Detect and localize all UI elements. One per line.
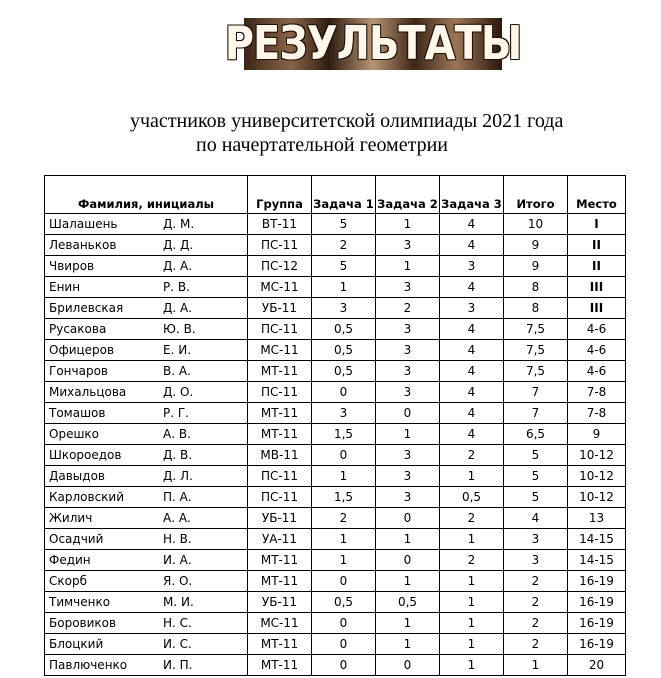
task1-cell: 0,5	[312, 592, 376, 613]
initials: А. В.	[163, 427, 191, 441]
task3-cell: 3	[440, 298, 504, 319]
task3-cell: 2	[440, 445, 504, 466]
header-task1: Задача 1	[312, 176, 376, 214]
place-cell: 20	[568, 655, 626, 676]
group-cell: МТ-11	[248, 655, 312, 676]
table-row	[45, 550, 626, 571]
surname: Давыдов	[49, 469, 105, 483]
task3-cell: 1	[440, 529, 504, 550]
total-cell: 1	[504, 655, 568, 676]
task2-cell: 0	[376, 403, 440, 424]
task3-cell: 1	[440, 655, 504, 676]
name-cell	[45, 487, 248, 508]
table-row	[45, 424, 626, 445]
table-row	[45, 529, 626, 550]
task3-cell: 1	[440, 571, 504, 592]
place-cell: 14-15	[568, 529, 626, 550]
place-cell: 9	[568, 424, 626, 445]
task1-cell: 1	[312, 466, 376, 487]
task2-cell: 1	[376, 424, 440, 445]
place-cell: 16-19	[568, 571, 626, 592]
group-cell: ПС-11	[248, 466, 312, 487]
group-cell: МС-11	[248, 613, 312, 634]
task2-cell: 0,5	[376, 592, 440, 613]
place-cell: 16-19	[568, 634, 626, 655]
banner-title: РЕЗУЛЬТАТЫ	[224, 17, 522, 71]
name-cell	[45, 655, 248, 676]
total-cell: 7,5	[504, 340, 568, 361]
initials: П. А.	[163, 490, 192, 504]
task3-cell: 4	[440, 424, 504, 445]
task1-cell: 0,5	[312, 340, 376, 361]
task2-cell: 3	[376, 361, 440, 382]
name-cell	[45, 361, 248, 382]
total-cell: 7	[504, 382, 568, 403]
surname: Скорб	[49, 574, 87, 588]
task1-cell: 1	[312, 277, 376, 298]
table-row	[45, 277, 626, 298]
table-row	[45, 487, 626, 508]
total-cell: 3	[504, 550, 568, 571]
total-cell: 2	[504, 592, 568, 613]
task1-cell: 0	[312, 571, 376, 592]
group-cell: ПС-11	[248, 319, 312, 340]
task2-cell: 3	[376, 487, 440, 508]
task2-cell: 1	[376, 529, 440, 550]
place-cell: 16-19	[568, 613, 626, 634]
task3-cell: 4	[440, 277, 504, 298]
name-cell	[45, 634, 248, 655]
surname: Боровиков	[49, 616, 117, 630]
table-row	[45, 466, 626, 487]
table-row	[45, 382, 626, 403]
task2-cell: 1	[376, 571, 440, 592]
name-cell	[45, 214, 248, 235]
place-cell: II	[568, 256, 626, 277]
group-cell: МВ-11	[248, 445, 312, 466]
total-cell: 9	[504, 235, 568, 256]
group-cell: МТ-11	[248, 571, 312, 592]
task3-cell: 4	[440, 361, 504, 382]
name-cell	[45, 340, 248, 361]
task1-cell: 0,5	[312, 319, 376, 340]
group-cell: ПС-11	[248, 235, 312, 256]
name-cell	[45, 298, 248, 319]
initials: В. А.	[163, 364, 191, 378]
total-cell: 10	[504, 214, 568, 235]
task2-cell: 0	[376, 550, 440, 571]
task3-cell: 4	[440, 403, 504, 424]
initials: Д. В.	[163, 448, 193, 462]
initials: Р. В.	[163, 280, 190, 294]
surname: Орешко	[49, 427, 100, 441]
subtitle-line-2: по начертательной геометрии	[196, 134, 448, 156]
header-name: Фамилия, инициалы	[45, 176, 248, 214]
surname: Офицеров	[49, 343, 115, 357]
task1-cell: 5	[312, 214, 376, 235]
task3-cell: 4	[440, 235, 504, 256]
task3-cell: 1	[440, 592, 504, 613]
place-cell: III	[568, 277, 626, 298]
place-cell: 10-12	[568, 445, 626, 466]
table-row	[45, 508, 626, 529]
name-cell	[45, 613, 248, 634]
initials: И. П.	[163, 658, 193, 672]
place-cell: 10-12	[568, 487, 626, 508]
group-cell: МТ-11	[248, 403, 312, 424]
surname: Жилич	[49, 511, 93, 525]
name-cell	[45, 508, 248, 529]
place-cell: 10-12	[568, 466, 626, 487]
name-cell	[45, 550, 248, 571]
task2-cell: 1	[376, 256, 440, 277]
initials: И. А.	[163, 553, 192, 567]
table-row	[45, 319, 626, 340]
place-cell: I	[568, 214, 626, 235]
task1-cell: 3	[312, 403, 376, 424]
table-row	[45, 298, 626, 319]
place-cell: 13	[568, 508, 626, 529]
initials: Н. С.	[163, 616, 192, 630]
task3-cell: 0,5	[440, 487, 504, 508]
surname: Томашов	[49, 406, 106, 420]
task1-cell: 1,5	[312, 487, 376, 508]
initials: Р. Г.	[163, 406, 189, 420]
place-cell: 4-6	[568, 340, 626, 361]
task2-cell: 3	[376, 445, 440, 466]
results-table	[44, 175, 626, 676]
task3-cell: 4	[440, 382, 504, 403]
task1-cell: 5	[312, 256, 376, 277]
task3-cell: 4	[440, 340, 504, 361]
task2-cell: 3	[376, 235, 440, 256]
table-row	[45, 445, 626, 466]
surname: Шалашень	[49, 217, 118, 231]
table-row	[45, 592, 626, 613]
results-banner	[224, 17, 522, 71]
table-row	[45, 361, 626, 382]
group-cell: МС-11	[248, 277, 312, 298]
initials: Д. О.	[163, 385, 194, 399]
initials: Ю. В.	[163, 322, 196, 336]
table-row	[45, 613, 626, 634]
group-cell: УБ-11	[248, 508, 312, 529]
table-row	[45, 655, 626, 676]
task2-cell: 0	[376, 655, 440, 676]
table-row	[45, 403, 626, 424]
group-cell: ПС-12	[248, 256, 312, 277]
total-cell: 4	[504, 508, 568, 529]
initials: А. А.	[163, 511, 191, 525]
name-cell	[45, 256, 248, 277]
task3-cell: 4	[440, 319, 504, 340]
total-cell: 2	[504, 634, 568, 655]
task1-cell: 1	[312, 550, 376, 571]
header-task2: Задача 2	[376, 176, 440, 214]
place-cell: 7-8	[568, 403, 626, 424]
place-cell: 4-6	[568, 319, 626, 340]
task3-cell: 2	[440, 550, 504, 571]
name-cell	[45, 382, 248, 403]
initials: Д. Д.	[163, 238, 194, 252]
place-cell: II	[568, 235, 626, 256]
group-cell: МТ-11	[248, 424, 312, 445]
surname: Гончаров	[49, 364, 108, 378]
header-task3: Задача 3	[440, 176, 504, 214]
total-cell: 9	[504, 256, 568, 277]
initials: Д. А.	[163, 259, 193, 273]
task2-cell: 0	[376, 508, 440, 529]
total-cell: 8	[504, 277, 568, 298]
surname: Русакова	[49, 322, 107, 336]
table-row	[45, 235, 626, 256]
group-cell: МС-11	[248, 340, 312, 361]
group-cell: ПС-11	[248, 487, 312, 508]
name-cell	[45, 571, 248, 592]
task3-cell: 1	[440, 466, 504, 487]
total-cell: 5	[504, 466, 568, 487]
surname: Тимченко	[49, 595, 111, 609]
place-cell: 16-19	[568, 592, 626, 613]
header-place: Место	[568, 176, 626, 214]
task2-cell: 1	[376, 214, 440, 235]
name-cell	[45, 235, 248, 256]
task1-cell: 1	[312, 529, 376, 550]
group-cell: УБ-11	[248, 592, 312, 613]
name-cell	[45, 529, 248, 550]
name-cell	[45, 403, 248, 424]
subtitle-line-1: участников университетской олимпиады 2021 года	[130, 110, 564, 132]
task1-cell: 2	[312, 235, 376, 256]
surname: Федин	[49, 553, 91, 567]
total-cell: 8	[504, 298, 568, 319]
task2-cell: 3	[376, 340, 440, 361]
task3-cell: 1	[440, 613, 504, 634]
initials: И. С.	[163, 637, 192, 651]
task1-cell: 0	[312, 655, 376, 676]
task2-cell: 3	[376, 382, 440, 403]
group-cell: ПС-11	[248, 382, 312, 403]
total-cell: 6,5	[504, 424, 568, 445]
initials: Д. А.	[163, 301, 193, 315]
task2-cell: 3	[376, 319, 440, 340]
surname: Карловский	[49, 490, 125, 504]
total-cell: 5	[504, 487, 568, 508]
total-cell: 7,5	[504, 319, 568, 340]
total-cell: 7	[504, 403, 568, 424]
table-row	[45, 214, 626, 235]
initials: М. И.	[163, 595, 194, 609]
total-cell: 2	[504, 571, 568, 592]
header-group: Группа	[248, 176, 312, 214]
task1-cell: 2	[312, 508, 376, 529]
group-cell: МТ-11	[248, 634, 312, 655]
results-body	[45, 214, 626, 676]
task3-cell: 1	[440, 634, 504, 655]
task2-cell: 3	[376, 277, 440, 298]
initials: Я. О.	[163, 574, 193, 588]
task1-cell: 1,5	[312, 424, 376, 445]
task3-cell: 4	[440, 214, 504, 235]
initials: Д. Л.	[163, 469, 193, 483]
task1-cell: 0	[312, 634, 376, 655]
table-row	[45, 571, 626, 592]
name-cell	[45, 277, 248, 298]
header-total: Итого	[504, 176, 568, 214]
surname: Леваньков	[49, 238, 117, 252]
task2-cell: 3	[376, 466, 440, 487]
task1-cell: 0,5	[312, 361, 376, 382]
initials: Е. И.	[163, 343, 192, 357]
task2-cell: 2	[376, 298, 440, 319]
group-cell: УА-11	[248, 529, 312, 550]
task1-cell: 0	[312, 445, 376, 466]
surname: Михальцова	[49, 385, 127, 399]
initials: Н. В.	[163, 532, 192, 546]
surname: Чвиров	[49, 259, 95, 273]
total-cell: 3	[504, 529, 568, 550]
total-cell: 7,5	[504, 361, 568, 382]
surname: Брилевская	[49, 301, 124, 315]
surname: Блоцкий	[49, 637, 104, 651]
surname: Осадчий	[49, 532, 104, 546]
group-cell: МТ-11	[248, 550, 312, 571]
place-cell: III	[568, 298, 626, 319]
task3-cell: 3	[440, 256, 504, 277]
group-cell: УБ-11	[248, 298, 312, 319]
total-cell: 2	[504, 613, 568, 634]
initials: Д. М.	[163, 217, 195, 231]
table-row	[45, 340, 626, 361]
name-cell	[45, 445, 248, 466]
group-cell: ВТ-11	[248, 214, 312, 235]
group-cell: МТ-11	[248, 361, 312, 382]
place-cell: 7-8	[568, 382, 626, 403]
name-cell	[45, 319, 248, 340]
name-cell	[45, 592, 248, 613]
header-row	[45, 176, 626, 214]
place-cell: 14-15	[568, 550, 626, 571]
task1-cell: 0	[312, 382, 376, 403]
task2-cell: 1	[376, 634, 440, 655]
name-cell	[45, 466, 248, 487]
task2-cell: 1	[376, 613, 440, 634]
task1-cell: 3	[312, 298, 376, 319]
task3-cell: 2	[440, 508, 504, 529]
surname: Павлюченко	[49, 658, 128, 672]
name-cell	[45, 424, 248, 445]
task1-cell: 0	[312, 613, 376, 634]
table-row	[45, 256, 626, 277]
surname: Шкороедов	[49, 448, 122, 462]
place-cell: 4-6	[568, 361, 626, 382]
total-cell: 5	[504, 445, 568, 466]
surname: Енин	[49, 280, 81, 294]
table-row	[45, 634, 626, 655]
